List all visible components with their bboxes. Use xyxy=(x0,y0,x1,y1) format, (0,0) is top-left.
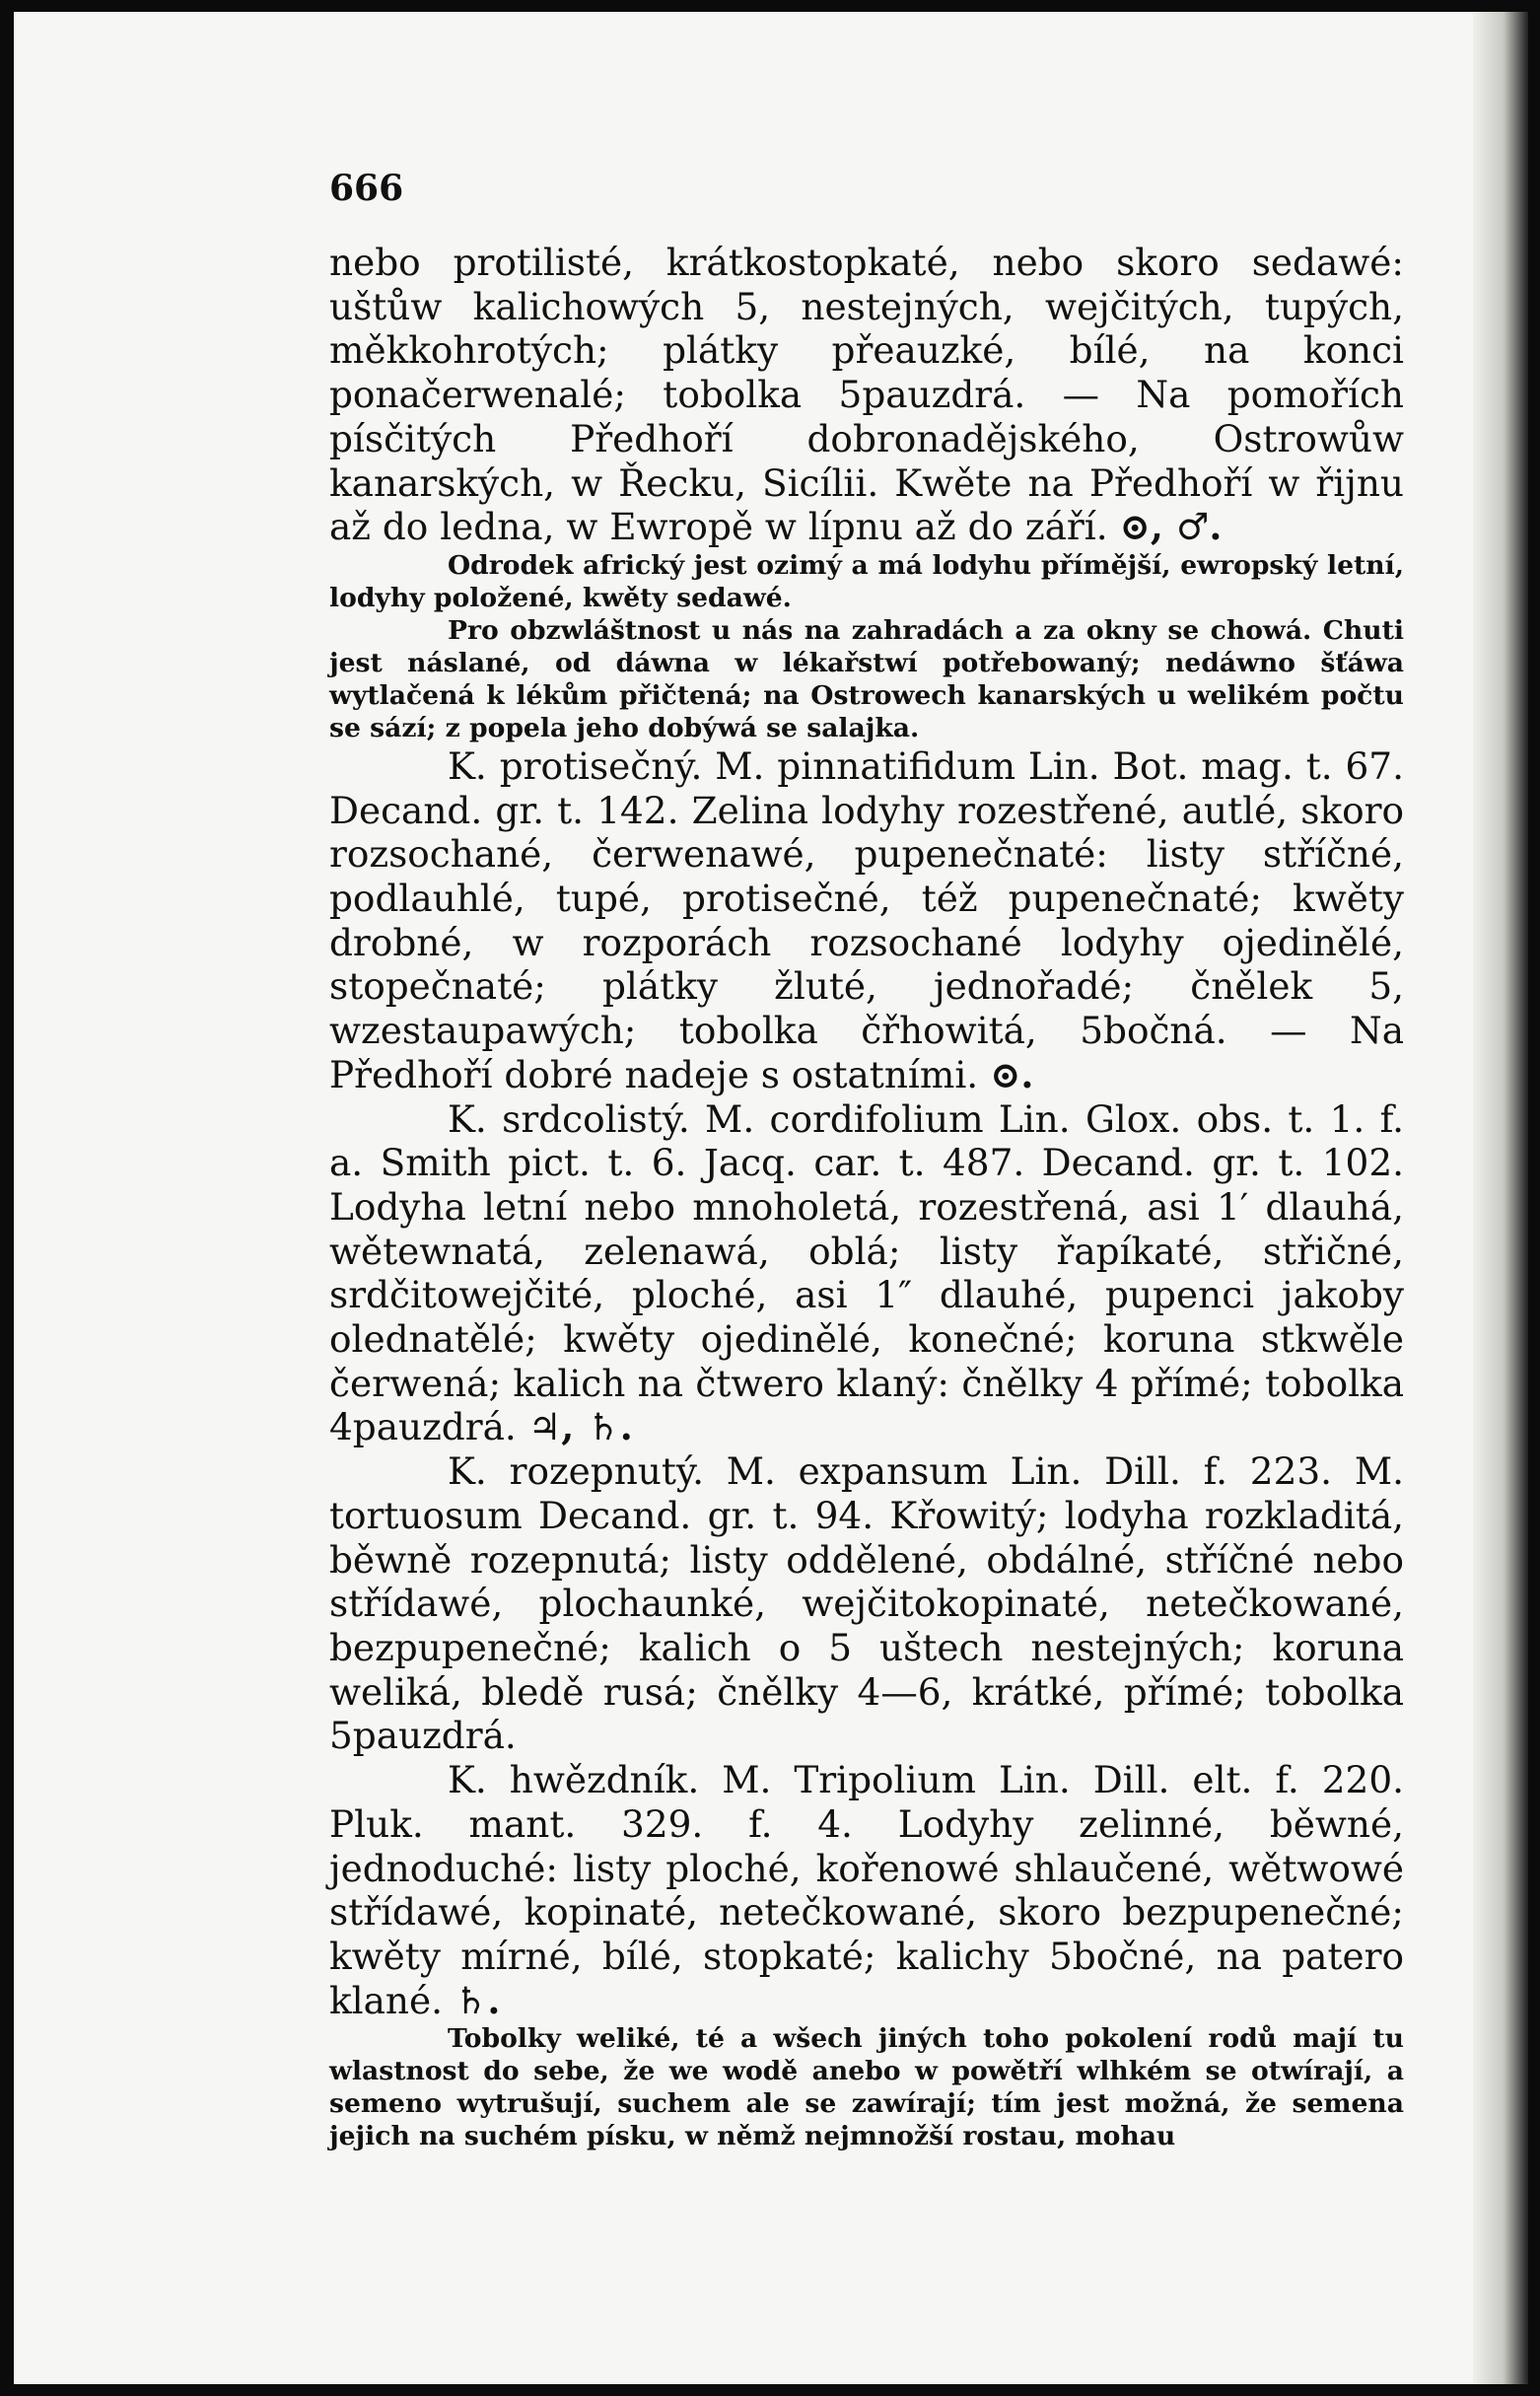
note-cultivation: Pro obzwláštnost u nás na zahradách a za okny se chowá. Chuti jest náslané, od dáwna w lékařstwí potřebowaný; nedáwno šťáwa wytlačená k lékům přičtená; na Ostrowech kanarských u welikém počtu se sází; z popela jeho dobýwá se salajka. xyxy=(329,614,1404,743)
page-spine-shadow xyxy=(1473,12,1528,2384)
paragraph-mesembryanthemum-description xyxy=(329,241,1404,549)
note-varieties: Odrodek africký jest ozimý a má lodyhu přímější, ewropský letní, lodyhy položené, kwěty sedawé. xyxy=(329,549,1404,613)
species-srdcolisty xyxy=(329,1097,1404,1450)
paragraph-text: K. hwězdník. M. Tripolium Lin. Dill. elt. f. 220. Pluk. mant. 329. f. 4. Lodyhy zelinné, běwné, jednoduché: listy ploché, kořenowé shlaučené, wětwowé střídawé, kopinaté, netečkowané, skoro bezpupenečné; kwěty mírné, bílé, stopkaté; kalichy 5bočné, na patero klané. xyxy=(329,1758,1404,2022)
page-number: 666 xyxy=(329,168,404,209)
species-hwezdnik xyxy=(329,1758,1404,2022)
paragraph-text: nebo protilisté, krátkostopkaté, nebo skoro sedawé: uštůw kalichowých 5, nestejných, wejčitých, tupých, měkkohrotých; plátky přeauzké, bílé, na konci ponačerwenalé; tobolka 5pauzdrá. — Na pomořích písčitých Předhoří dobronadějského, Ostrowůw kanarských, w Řecku, Sicílii. Kwěte na Předhoří w řijnu až do ledna, w Ewropě w lípnu až do září. xyxy=(329,241,1404,549)
paragraph-text: K. protisečný. M. pinnatifidum Lin. Bot. mag. t. 67. Decand. gr. t. 142. Zelina lodyhy rozestřené, autlé, skoro rozsochané, čerwenawé, pupenečnaté: listy stříčné, podlauhlé, tupé, protisečné, též pupenečnaté; kwěty drobné, w rozporách rozsochané lodyhy ojedinělé, stopečnaté; plátky žluté, jednořadé; čnělek 5, wzestaupawých; tobolka čřhowitá, 5bočná. — Na Předhoří dobré nadeje s ostatními. xyxy=(329,743,1404,1096)
paragraph-text: K. srdcolistý. M. cordifolium Lin. Glox. obs. t. 1. f. a. Smith pict. t. 6. Jacq. car. t. 487. Decand. gr. t. 102. Lodyha letní nebo mnoholetá, rozestřená, asi 1′ dlauhá, wětewnatá, zelenawá, oblá; listy řapíkaté, střičné, srdčitowejčité, ploché, asi 1″ dlauhé, pupenci jakoby olednatělé; kwěty ojedinělé, konečné; koruna stkwěle čerwená; kalich na čtwero klaný: čnělky 4 přímé; tobolka 4pauzdrá. xyxy=(329,1096,1404,1449)
note-capsules: Tobolky weliké, té a wšech jiných toho pokolení rodů mají tu wlastnost do sebe, že we wodě anebo w powětří wlhkém se otwírají, a semeno wytrušují, suchem ale se zawírají; tím jest možná, že semena jejich na suchém písku, w němž nejmnožší rostau, mohau xyxy=(329,2023,1404,2152)
life-cycle-symbols: ♄. xyxy=(454,1978,501,2022)
life-cycle-symbols: ♃, ♄. xyxy=(527,1405,633,1449)
species-rozepnuty: K. rozepnutý. M. expansum Lin. Dill. f. 223. M. tortuosum Decand. gr. t. 94. Křowitý; lodyha rozkladitá, běwně rozepnutá; listy oddělené, obdálné, stříčné nebo střídawé, plochaunké, wejčitokopinaté, netečkowané, bezpupenečné; kalich o 5 uštech nestejných; koruna weliká, bledě rusá; čnělky 4—6, krátké, přímé; tobolka 5pauzdrá. xyxy=(329,1449,1404,1758)
life-cycle-symbols: ⊙. xyxy=(990,1052,1034,1096)
page-text xyxy=(329,241,1404,2152)
book-page xyxy=(14,12,1528,2384)
life-cycle-symbols: ⊙, ♂. xyxy=(1119,505,1223,549)
species-protisecny xyxy=(329,744,1404,1097)
